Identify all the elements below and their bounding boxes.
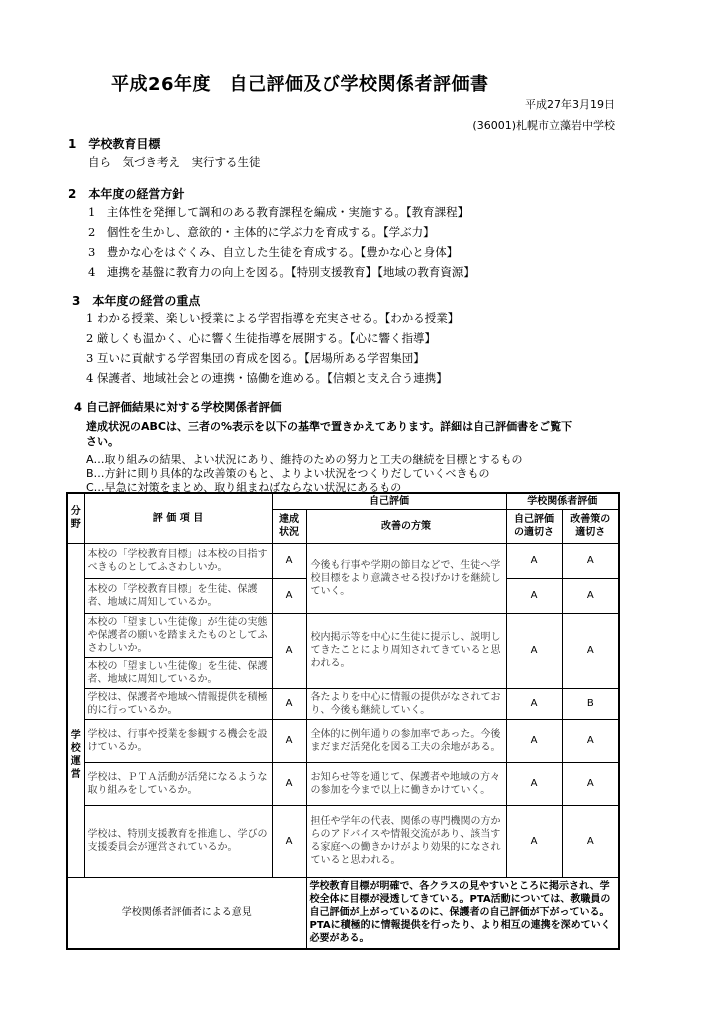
document-title: 平成26年度 自己評価及び学校関係者評価書 bbox=[111, 74, 489, 95]
section1-text: 自ら 気づき考え 実行する生徒 bbox=[88, 155, 261, 169]
improvement-plan: 校内掲示等を中心に生徒に提示し、説明してきたことにより周知されてきていると思われる。 bbox=[306, 613, 506, 688]
plan-appropriate-grade: A bbox=[562, 578, 619, 613]
plan-appropriate-grade: A bbox=[562, 762, 619, 805]
self-appropriate-grade: A bbox=[506, 719, 562, 762]
improvement-plan: 全体的に例年通りの参加率であった。今後まだまだ活発化を図る工夫の余地がある。 bbox=[306, 719, 506, 762]
eval-item: 学校は、保護者や地域へ情報提供を積極的に行っているか。 bbox=[84, 688, 272, 719]
header-plan: 改善の方策 bbox=[306, 509, 506, 543]
section2-item: 3 豊かな心をはぐくみ、自立した生徒を育成する。【豊かな心と身体】 bbox=[88, 245, 459, 259]
table-row bbox=[67, 762, 619, 805]
document-date: 平成27年3月19日 bbox=[525, 98, 615, 111]
criteria-c: C…早急に対策をまとめ、取り組まねばならない状況にあるもの bbox=[86, 481, 402, 494]
table-row bbox=[67, 543, 619, 578]
plan-appropriate-grade: A bbox=[562, 543, 619, 578]
header-field: 分野 bbox=[67, 493, 84, 543]
table-row bbox=[67, 805, 619, 877]
section4-note: 達成状況のABCは、三者の%表示を以下の基準で置きかえてあります。詳細は自己評価書をご覧下 bbox=[86, 420, 573, 433]
achievement-grade: A bbox=[272, 613, 306, 688]
criteria-a: A…取り組みの結果、よい状況にあり、維持のための努力と工夫の継続を目標とするもの bbox=[86, 453, 523, 466]
evaluation-table bbox=[66, 492, 620, 950]
self-appropriate-grade: A bbox=[506, 805, 562, 877]
plan-appropriate-grade: A bbox=[562, 613, 619, 688]
header-self-eval: 自己評価 bbox=[272, 493, 506, 509]
eval-item: 本校の「望ましい生徒像」を生徒、保護者、地域に周知しているか。 bbox=[84, 657, 272, 688]
self-appropriate-grade: A bbox=[506, 578, 562, 613]
section1-heading: 1 学校教育目標 bbox=[68, 137, 161, 151]
table-row bbox=[67, 719, 619, 762]
eval-item: 学校は、ＰＴＡ活動が活発になるような取り組みをしているか。 bbox=[84, 762, 272, 805]
achievement-grade: A bbox=[272, 578, 306, 613]
plan-appropriate-grade: A bbox=[562, 719, 619, 762]
opinion-text: 学校教育目標が明確で、各クラスの見やすいところに掲示され、学校全体に目標が浸透してきている。PTA活動については、教職員の自己評価が上がっているのに、保護者の自己評価が下がっている。PTAに積極的に情報提供を行ったり、より相互の連携を深めていく必要がある。 bbox=[306, 877, 619, 949]
improvement-plan: 各たよりを中心に情報の提供がなされており、今後も継続していく。 bbox=[306, 688, 506, 719]
header-stakeholder-eval: 学校関係者評価 bbox=[506, 493, 619, 509]
header-self-appropriate: 自己評価 の適切さ bbox=[506, 509, 562, 543]
eval-item: 学校は、行事や授業を参観する機会を設けているか。 bbox=[84, 719, 272, 762]
section3-item: 1 わかる授業、楽しい授業による学習指導を充実させる。【わかる授業】 bbox=[86, 311, 460, 325]
table-row bbox=[67, 613, 619, 657]
table-row bbox=[67, 688, 619, 719]
opinion-row bbox=[67, 877, 619, 949]
header-item: 評 価 項 目 bbox=[84, 493, 272, 543]
school-name: (36001)札幌市立藻岩中学校 bbox=[472, 119, 615, 132]
improvement-plan: お知らせ等を通じて、保護者や地域の方々の参加を今まで以上に働きかけていく。 bbox=[306, 762, 506, 805]
improvement-plan: 今後も行事や学期の節目などで、生徒へ学校目標をより意識させる投げかけを継続していく。 bbox=[306, 543, 506, 613]
eval-item: 本校の「望ましい生徒像」が生徒の実態や保護者の願いを踏まえたものとしてふさわしいか。 bbox=[84, 613, 272, 657]
field-name: 学 校 運 営 bbox=[67, 543, 84, 877]
achievement-grade: A bbox=[272, 719, 306, 762]
achievement-grade: A bbox=[272, 543, 306, 578]
header-achievement: 達成 状況 bbox=[272, 509, 306, 543]
section4-heading: 4 自己評価結果に対する学校関係者評価 bbox=[74, 400, 282, 414]
self-appropriate-grade: A bbox=[506, 762, 562, 805]
section2-item: 1 主体性を発揮して調和のある教育課程を編成・実施する。【教育課程】 bbox=[88, 205, 470, 219]
plan-appropriate-grade: A bbox=[562, 805, 619, 877]
section3-heading: 3 本年度の経営の重点 bbox=[72, 294, 201, 308]
criteria-b: B…方針に則り具体的な改善策のもと、よりよい状況をつくりだしていくべきもの bbox=[86, 467, 490, 480]
section3-item: 3 互いに貢献する学習集団の育成を図る。【居場所ある学習集団】 bbox=[86, 351, 425, 365]
improvement-plan: 担任や学年の代表、関係の専門機関の方からのアドバイスや情報交流があり、該当する家庭への働きかけがより効果的になされていると思われる。 bbox=[306, 805, 506, 877]
section2-heading: 2 本年度の経営方針 bbox=[68, 187, 185, 201]
section3-item: 4 保護者、地域社会との連携・協働を進める。【信頼と支え合う連携】 bbox=[86, 371, 448, 385]
achievement-grade: A bbox=[272, 805, 306, 877]
eval-item: 本校の「学校教育目標」を生徒、保護者、地域に周知しているか。 bbox=[84, 578, 272, 613]
self-appropriate-grade: A bbox=[506, 543, 562, 578]
header-plan-appropriate: 改善策の 適切さ bbox=[562, 509, 619, 543]
section2-item: 2 個性を生かし、意欲的・主体的に学ぶ力を育成する。【学ぶ力】 bbox=[88, 225, 435, 239]
section3-item: 2 厳しくも温かく、心に響く生徒指導を展開する。【心に響く指導】 bbox=[86, 331, 436, 345]
achievement-grade: A bbox=[272, 688, 306, 719]
self-appropriate-grade: A bbox=[506, 613, 562, 688]
self-appropriate-grade: A bbox=[506, 688, 562, 719]
achievement-grade: A bbox=[272, 762, 306, 805]
plan-appropriate-grade: B bbox=[562, 688, 619, 719]
section2-item: 4 連携を基盤に教育力の向上を図る。【特別支援教育】【地域の教育資源】 bbox=[88, 265, 475, 279]
opinion-label: 学校関係者評価者による意見 bbox=[67, 877, 306, 949]
eval-item: 本校の「学校教育目標」は本校の目指すべきものとしてふさわしいか。 bbox=[84, 543, 272, 578]
section4-note-cont: さい。 bbox=[86, 435, 119, 448]
eval-item: 学校は、特別支援教育を推進し、学びの支援委員会が運営されているか。 bbox=[84, 805, 272, 877]
